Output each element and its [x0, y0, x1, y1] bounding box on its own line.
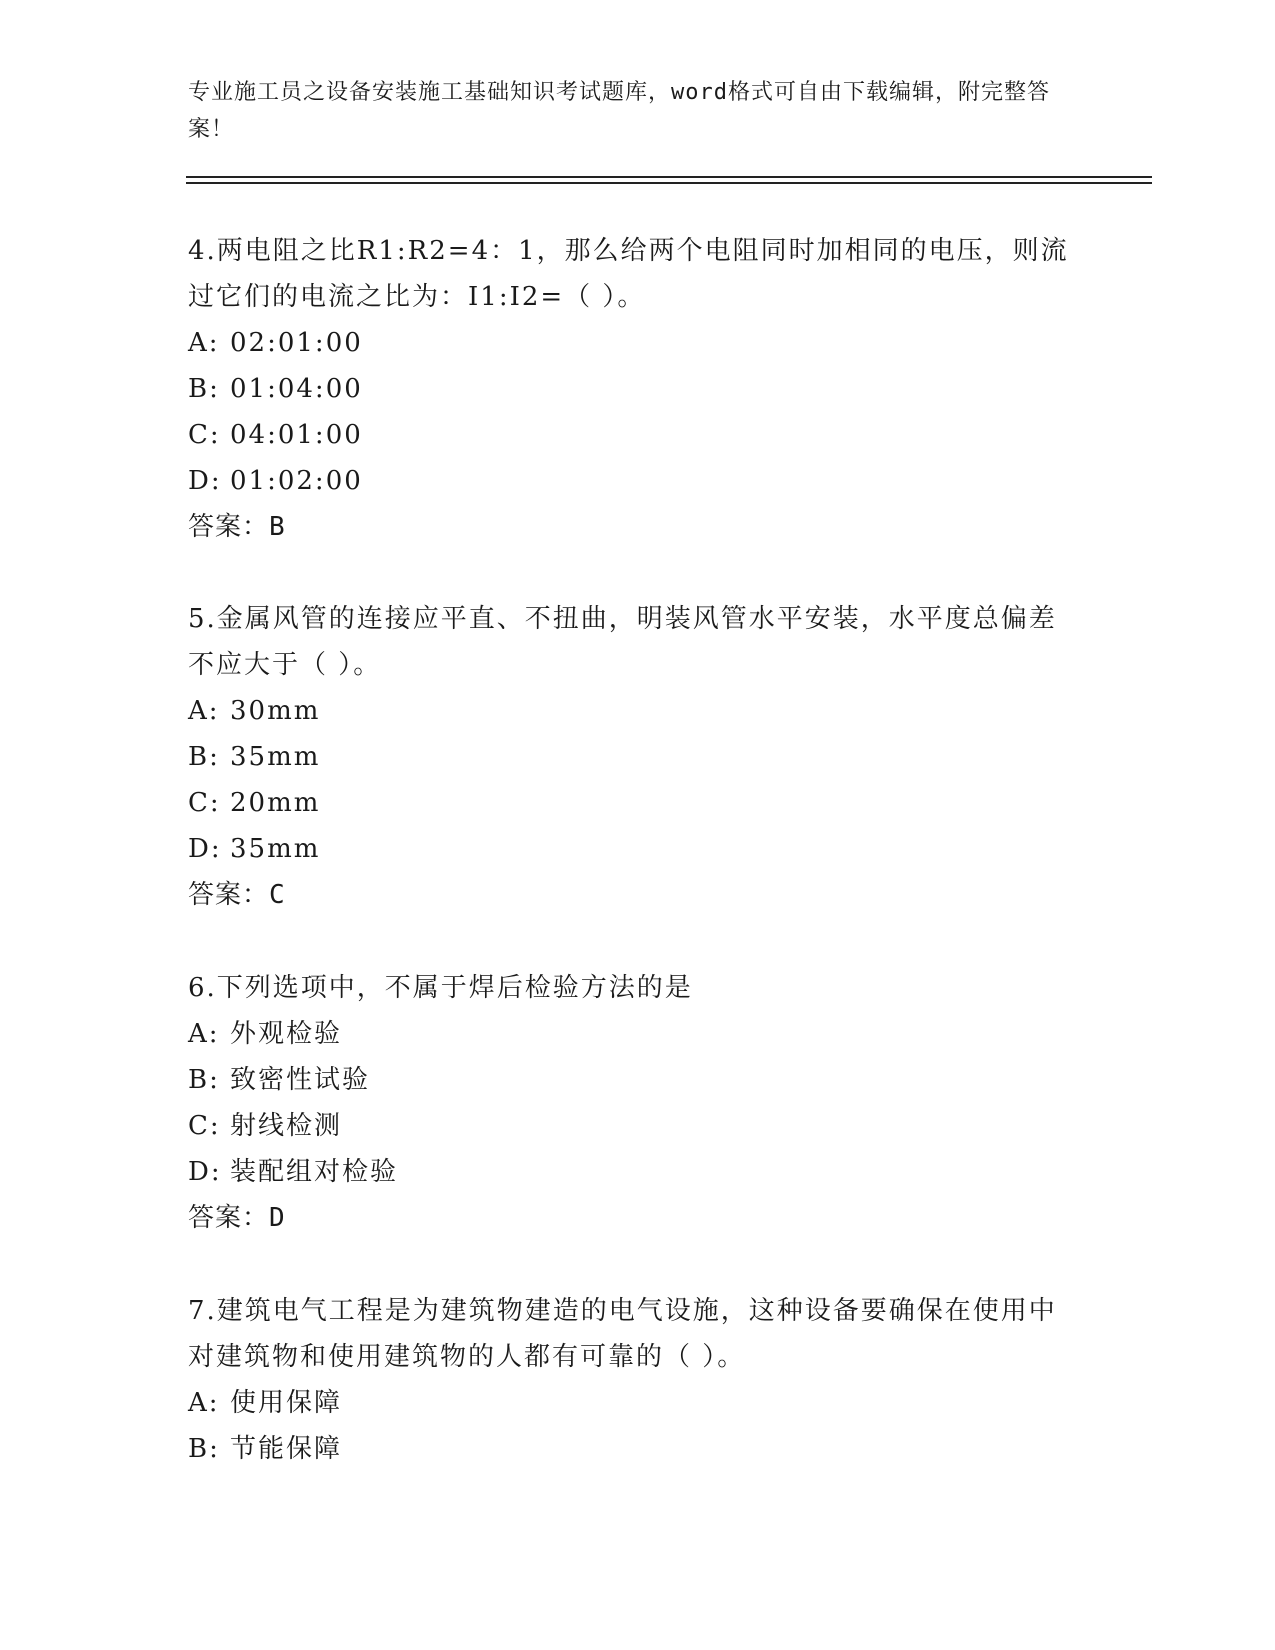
option-letter: C: [188, 420, 221, 450]
question-stem: 5.金属风管的连接应平直、不扭曲，明装风管水平安装，水平度总偏差不应大于（ ）。 [188, 604, 1057, 680]
option-text: 02:01:00 [230, 328, 363, 358]
option-letter: D: [188, 834, 222, 864]
answer-label: 答案：C [188, 880, 286, 910]
option-c [188, 412, 1078, 458]
option-a [188, 688, 1078, 734]
question-5 [188, 596, 1078, 918]
option-letter: A: [188, 328, 220, 358]
option-letter: B: [188, 1065, 220, 1095]
option-c [188, 780, 1078, 826]
option-b [188, 366, 1078, 412]
option-text: 致密性试验 [230, 1065, 371, 1095]
option-b [188, 734, 1078, 780]
option-d [188, 826, 1078, 872]
option-letter: B: [188, 1434, 220, 1464]
option-text: 35mm [230, 834, 321, 864]
header-divider-top [186, 176, 1152, 178]
option-letter: D: [188, 1157, 222, 1187]
option-letter: C: [188, 788, 221, 818]
option-letter: A: [188, 1019, 220, 1049]
option-text: 30mm [230, 696, 321, 726]
question-6 [188, 965, 1078, 1241]
question-4 [188, 228, 1078, 550]
option-text: 外观检验 [230, 1019, 343, 1049]
option-text: 04:01:00 [230, 420, 363, 450]
option-text: 20mm [230, 788, 321, 818]
option-a [188, 1380, 1078, 1426]
question-stem: 4.两电阻之比R1:R2=4：1，那么给两个电阻同时加相同的电压，则流过它们的电流之比为：I1:I2=（ ）。 [188, 236, 1069, 312]
option-letter: B: [188, 742, 220, 772]
option-text: 节能保障 [230, 1434, 343, 1464]
header-divider-bottom [186, 182, 1152, 184]
question-7 [188, 1288, 1078, 1472]
option-letter: D: [188, 466, 222, 496]
option-a [188, 1011, 1078, 1057]
document-header: 专业施工员之设备安装施工基础知识考试题库，word格式可自由下载编辑，附完整答案！ [188, 80, 1050, 142]
option-d [188, 1149, 1078, 1195]
option-text: 装配组对检验 [230, 1157, 399, 1187]
answer-label: 答案：B [188, 512, 286, 542]
option-b [188, 1057, 1078, 1103]
question-stem: 6.下列选项中，不属于焊后检验方法的是 [188, 973, 693, 1003]
option-letter: A: [188, 1388, 220, 1418]
question-stem: 7.建筑电气工程是为建筑物建造的电气设施，这种设备要确保在使用中对建筑物和使用建筑物的人都有可靠的（ ）。 [188, 1296, 1057, 1372]
option-c [188, 1103, 1078, 1149]
option-letter: B: [188, 374, 220, 404]
option-b [188, 1426, 1078, 1472]
option-d [188, 458, 1078, 504]
answer-label: 答案：D [188, 1203, 286, 1233]
option-text: 35mm [230, 742, 321, 772]
option-text: 使用保障 [230, 1388, 343, 1418]
option-text: 射线检测 [230, 1111, 343, 1141]
option-letter: C: [188, 1111, 221, 1141]
option-letter: A: [188, 696, 220, 726]
option-text: 01:02:00 [230, 466, 363, 496]
option-a [188, 320, 1078, 366]
option-text: 01:04:00 [230, 374, 363, 404]
